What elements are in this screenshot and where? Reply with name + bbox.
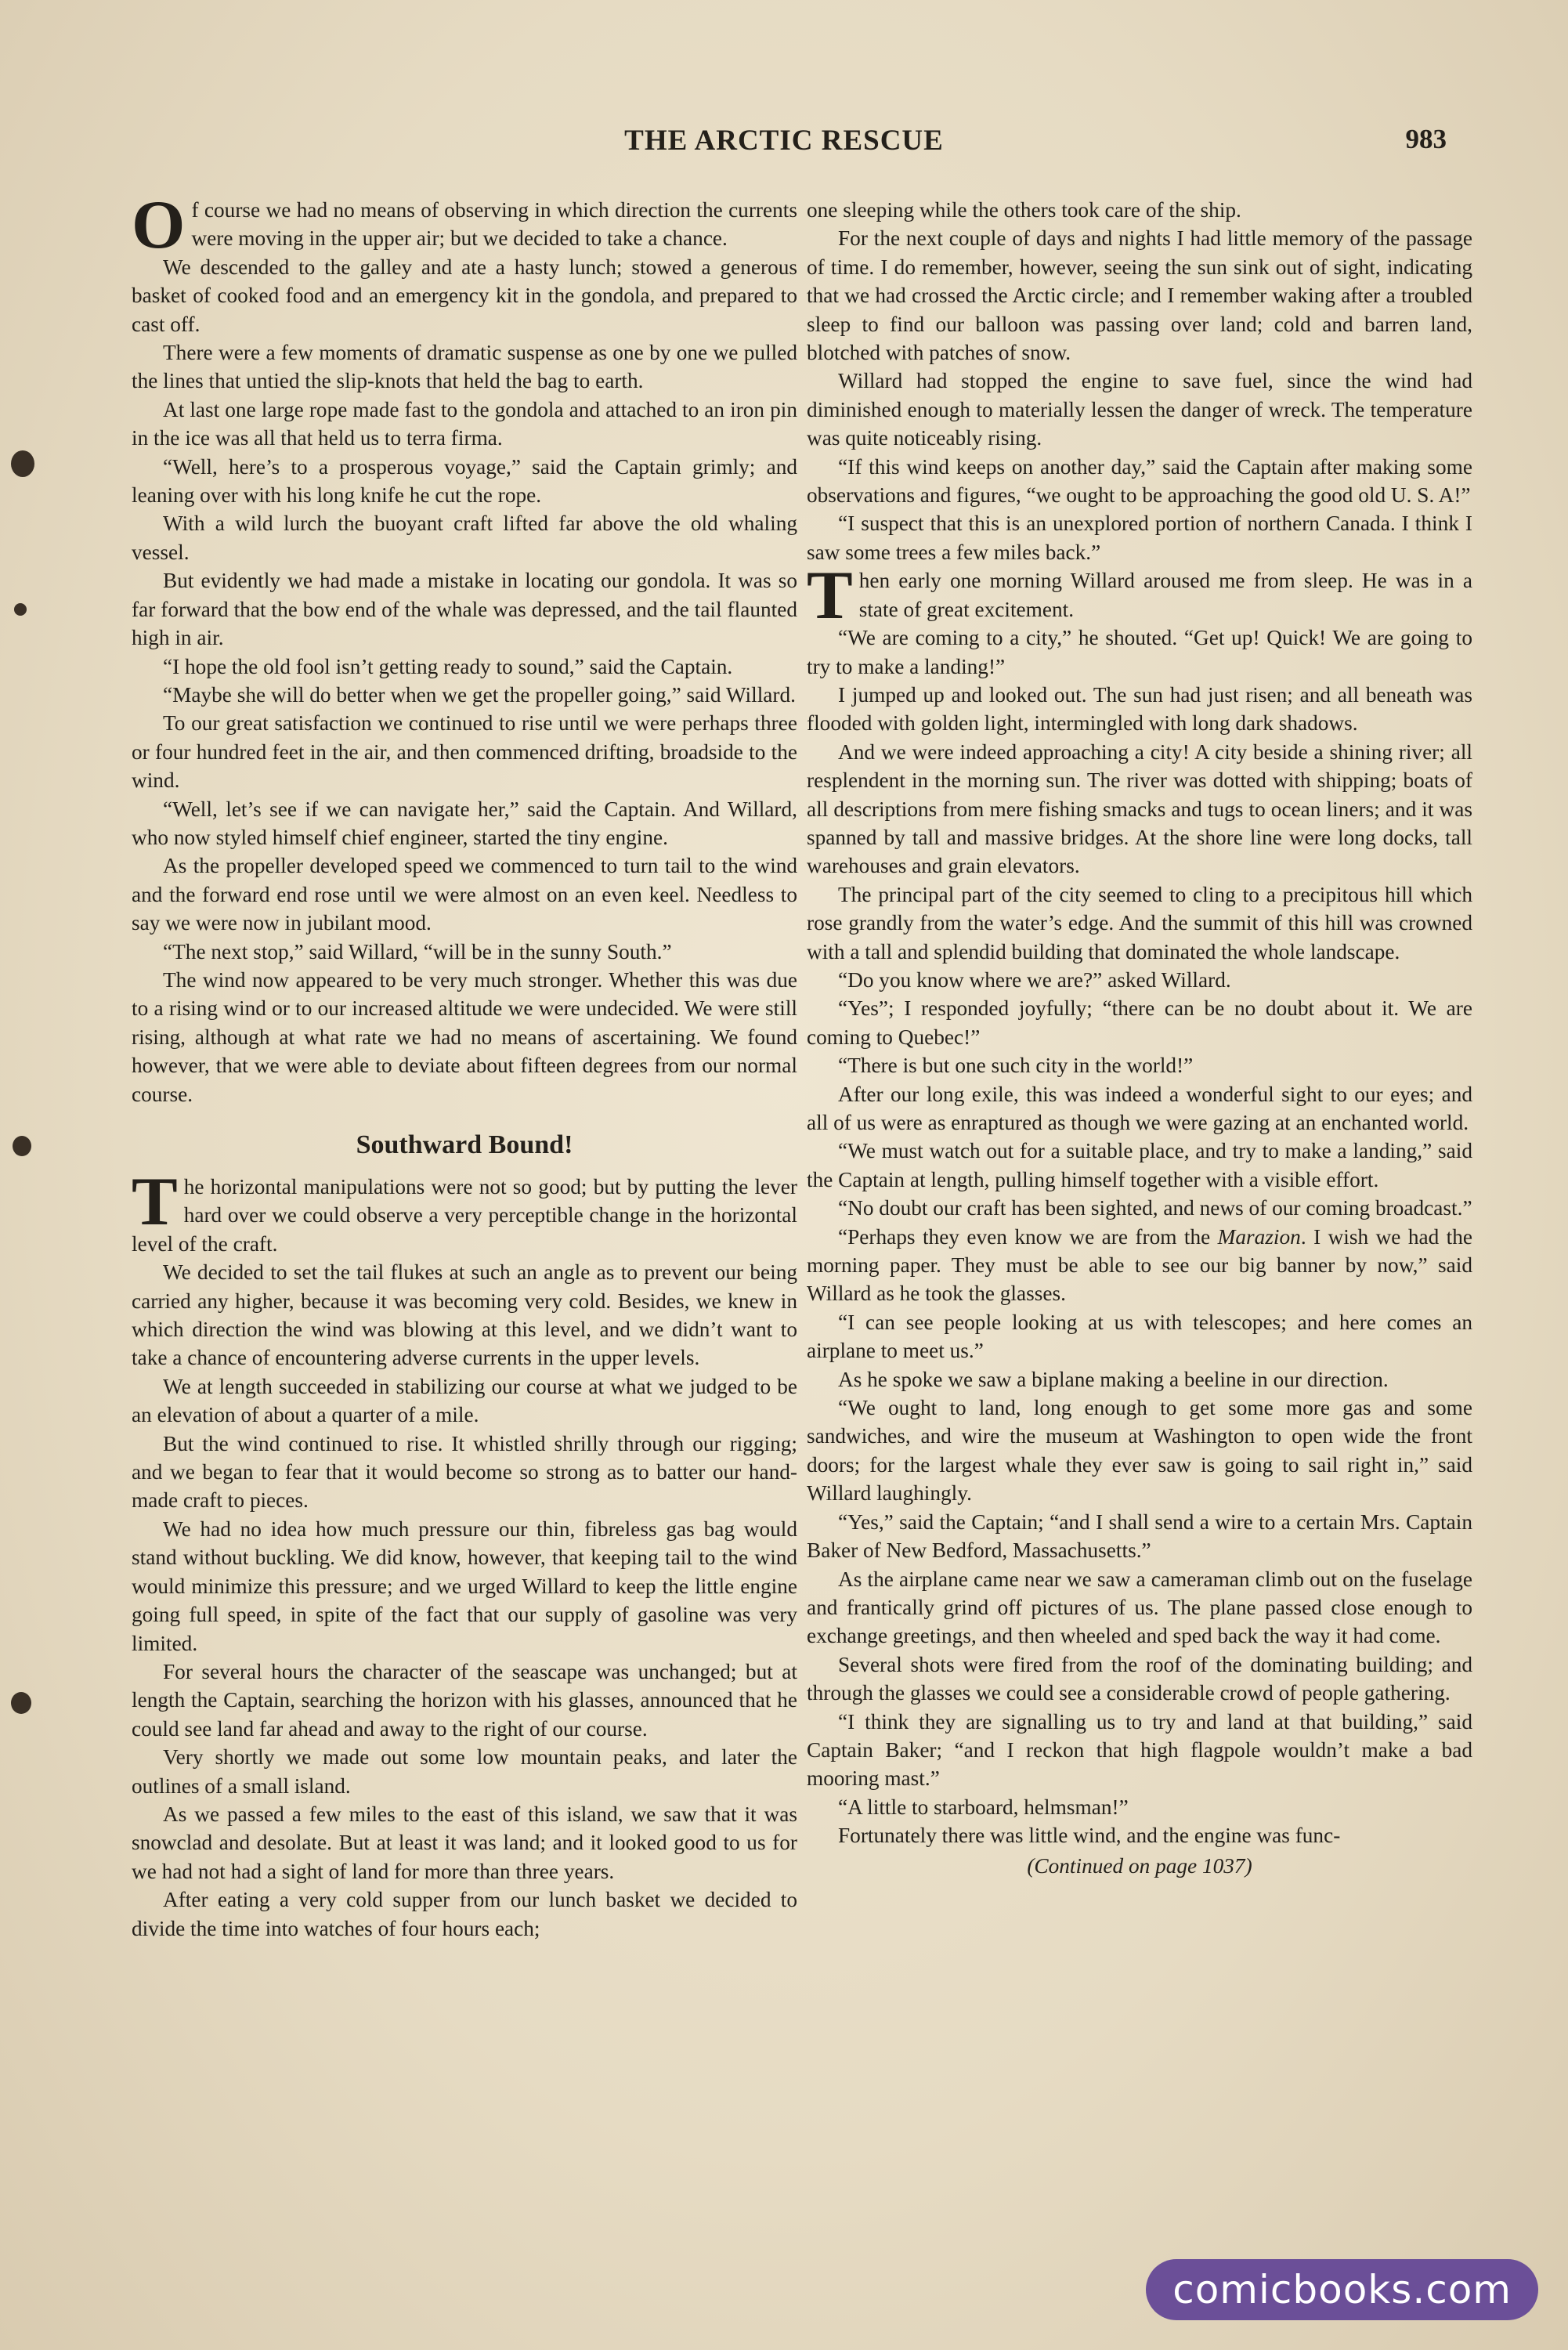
paragraph: We decided to set the tail flukes at such an angle as to prevent our being carried any higher, because it was becoming very cold. Besides, we knew in which direction the wind was blowing at this level, and we didn’t want to take a chance of encountering adverse currents in the upper levels.	[132, 1260, 797, 1370]
paragraph: one sleeping while the others took care of the ship.	[807, 198, 1241, 222]
paragraph: We descended to the galley and ate a hasty lunch; stowed a generous basket of cooked food and an emergency kit in the gondola, and prepared to cast off.	[132, 255, 797, 336]
paragraph: “We are coming to a city,” he shouted. “Get up! Quick! We are going to try to make a landing!”	[807, 626, 1472, 678]
paragraph: “The next stop,” said Willard, “will be in the sunny South.”	[163, 939, 672, 964]
paragraph: After eating a very cold supper from our lunch basket we decided to divide the time into watches of four hours each;	[132, 1888, 797, 1940]
paragraph: Of course we had no means of observing in which direction the currents were moving in the upper air; but we decided to take a chance.	[132, 187, 797, 263]
right-column	[807, 196, 1472, 1880]
paragraph: The wind now appeared to be very much stronger. Whether this was due to a rising wind or to our increased altitude we were undecided. We were still rising, although at what rate we had no means of ascertaining. We found however, that we were able to deviate about fifteen degrees from our normal course.	[132, 967, 797, 1106]
text-segment: . I wish we had the morning paper. They must be able to see our big banner by now,” said Willard as he took the glasses.	[807, 1224, 1473, 1306]
paragraph: I jumped up and looked out. The sun had just risen; and all beneath was flooded with golden light, intermingled with long dark shadows.	[807, 682, 1472, 736]
paragraph: For the next couple of days and nights I had little memory of the passage of time. I do remember, however, seeing the sun sink out of sight, indicating that we had crossed the Arctic circle; and I remember waking after a troubled sleep to find our balloon was passing over land; cold and barren land, blotched with patches of snow.	[807, 226, 1472, 365]
paragraph: The principal part of the city seemed to cling to a precipitous hill which rose grandly from the water’s edge. And the summit of this hill was crowned with a tall and splendid building that dominated the whole landscape.	[807, 882, 1472, 964]
watermark-logo: comicbooks.com	[1146, 2259, 1538, 2320]
paragraph: As the propeller developed speed we commenced to turn tail to the wind and the forward end rose until we were almost on an even keel. Needless to say we were now in jubilant mood.	[132, 854, 797, 935]
paragraph: “I can see people looking at us with telescopes; and here comes an airplane to meet us.”	[807, 1310, 1472, 1363]
paragraph: “Yes,” said the Captain; “and I shall send a wire to a certain Mrs. Captain Baker of New Bedford, Massachusetts.”	[807, 1509, 1472, 1563]
continued-note: (Continued on page 1037)	[1027, 1853, 1252, 1878]
paragraph: But evidently we had made a mistake in locating our gondola. It was so far forward that the bow end of the whale was depressed, and the tail flaunted high in air.	[132, 569, 797, 650]
paragraph: “No doubt our craft has been sighted, and news of our coming broadcast.”	[838, 1196, 1472, 1220]
paragraph: “Yes”; I responded joyfully; “there can be no doubt about it. We are coming to Quebec!”	[807, 996, 1472, 1049]
paragraph: There were a few moments of dramatic suspense as one by one we pulled the lines that untied the slip-knots that held the bag to earth.	[132, 341, 797, 393]
paragraph: “Well, here’s to a prosperous voyage,” said the Captain grimly; and leaning over with his long knife he cut the rope.	[132, 454, 797, 508]
page-header	[0, 124, 1568, 171]
paragraph: “We ought to land, long enough to get some more gas and some sandwiches, and wire the museum at Washington to open wide the front doors; for the largest whale they ever saw is going to sail right in,” said Willard laughingly.	[807, 1396, 1472, 1506]
paragraph: “A little to starboard, helmsman!”	[838, 1795, 1129, 1819]
paragraph: As he spoke we saw a biplane making a beeline in our direction.	[838, 1367, 1389, 1391]
text-segment: “Perhaps they even know we are from the	[838, 1224, 1218, 1249]
ship-name: Marazion	[1217, 1224, 1301, 1249]
paragraph: “I think they are signalling us to try and land at that building,” said Captain Baker; “and I reckon that high flagpole wouldn’t make a bad mooring mast.”	[807, 1709, 1472, 1791]
paragraph: But the wind continued to rise. It whistled shrilly through our rigging; and we began to fear that it would become so strong as to batter our hand-made craft to pieces.	[132, 1431, 797, 1513]
paragraph: Then early one morning Willard aroused me from sleep. He was in a state of great excitement.	[807, 558, 1472, 634]
page-number: 983	[1405, 124, 1447, 154]
paragraph: “If this wind keeps on another day,” said the Captain after making some observations and figures, “we ought to be approaching the good old U. S. A!”	[807, 454, 1472, 508]
paragraph: The horizontal manipulations were not so good; but by putting the lever hard over we could observe a very perceptible change in the horizontal level of the craft.	[132, 1164, 797, 1256]
paragraph: “I suspect that this is an unexplored portion of northern Canada. I think I saw some trees a few miles back.”	[807, 512, 1472, 564]
paragraph: “We must watch out for a suitable place, and try to make a landing,” said the Captain at length, pulling himself together with a visible effort.	[807, 1139, 1472, 1191]
binding-hole	[13, 1136, 31, 1156]
section-heading: Southward Bound!	[356, 1130, 573, 1159]
paragraph: “Well, let’s see if we can navigate her,” said the Captain. And Willard, who now styled himself chief engineer, started the tiny engine.	[132, 797, 797, 849]
paragraph: At last one large rope made fast to the gondola and attached to an iron pin in the ice was all that held us to terra firma.	[132, 397, 797, 450]
paragraph: After our long exile, this was indeed a wonderful sight to our eyes; and all of us were as enraptured as though we were gazing at an enchanted world.	[807, 1082, 1472, 1134]
paragraph-marazion	[807, 1223, 1472, 1308]
binding-hole	[11, 1692, 31, 1714]
left-column	[132, 187, 797, 1943]
binding-hole	[11, 450, 34, 477]
paragraph: As we passed a few miles to the east of this island, we saw that it was snowclad and desolate. But at least it was land; and it looked good to us for we had not had a sight of land for more than three years.	[132, 1802, 797, 1883]
paragraph: Willard had stopped the engine to save fuel, since the wind had diminished enough to materially lessen the danger of wreck. The temperature was quite noticeably rising.	[807, 369, 1472, 450]
paragraph: Several shots were fired from the roof of the dominating building; and through the glasses we could see a considerable crowd of people gathering.	[807, 1652, 1472, 1705]
paragraph: With a wild lurch the buoyant craft lifted far above the old whaling vessel.	[132, 512, 797, 564]
paragraph: And we were indeed approaching a city! A city beside a shining river; all resplendent in the morning sun. The river was dotted with shipping; boats of all descriptions from mere fishing smacks and tugs to ocean liners; and it was spanned by tall and massive bridges. At the shore line were long docks, tall warehouses and grain elevators.	[807, 739, 1472, 878]
running-title: THE ARCTIC RESCUE	[624, 125, 944, 157]
paragraph: “Maybe she will do better when we get the propeller going,” said Willard.	[163, 682, 796, 707]
paragraph: We had no idea how much pressure our thin, fibreless gas bag would stand without buckling. We did know, however, that keeping tail to the wind would minimize this pressure; and we urged Willard to keep the little engine going full speed, in spite of the fact that our supply of gasoline was very limited.	[132, 1517, 797, 1655]
paragraph: To our great satisfaction we continued to rise until we were perhaps three or four hundred feet in the air, and then commenced drifting, broadside to the wind.	[132, 711, 797, 793]
paragraph: Very shortly we made out some low mountain peaks, and later the outlines of a small island.	[132, 1745, 797, 1798]
paragraph: “I hope the old fool isn’t getting ready to sound,” said the Captain.	[163, 654, 733, 678]
paragraph: For several hours the character of the seascape was unchanged; but at length the Captain, searching the horizon with his glasses, announced that he could see land far ahead and away to the right of our course.	[132, 1659, 797, 1741]
paragraph: As the airplane came near we saw a cameraman climb out on the fuselage and frantically grind off pictures of us. The plane passed close enough to exchange greetings, and then wheeled and sped back the way it had come.	[807, 1567, 1472, 1648]
paragraph: Fortunately there was little wind, and the engine was func-	[838, 1824, 1341, 1848]
paragraph: “There is but one such city in the world!”	[838, 1054, 1194, 1078]
binding-hole	[14, 603, 27, 616]
paragraph: “Do you know where we are?” asked Willard.	[838, 967, 1231, 992]
paragraph: We at length succeeded in stabilizing our course at what we judged to be an elevation of about a quarter of a mile.	[132, 1374, 797, 1427]
